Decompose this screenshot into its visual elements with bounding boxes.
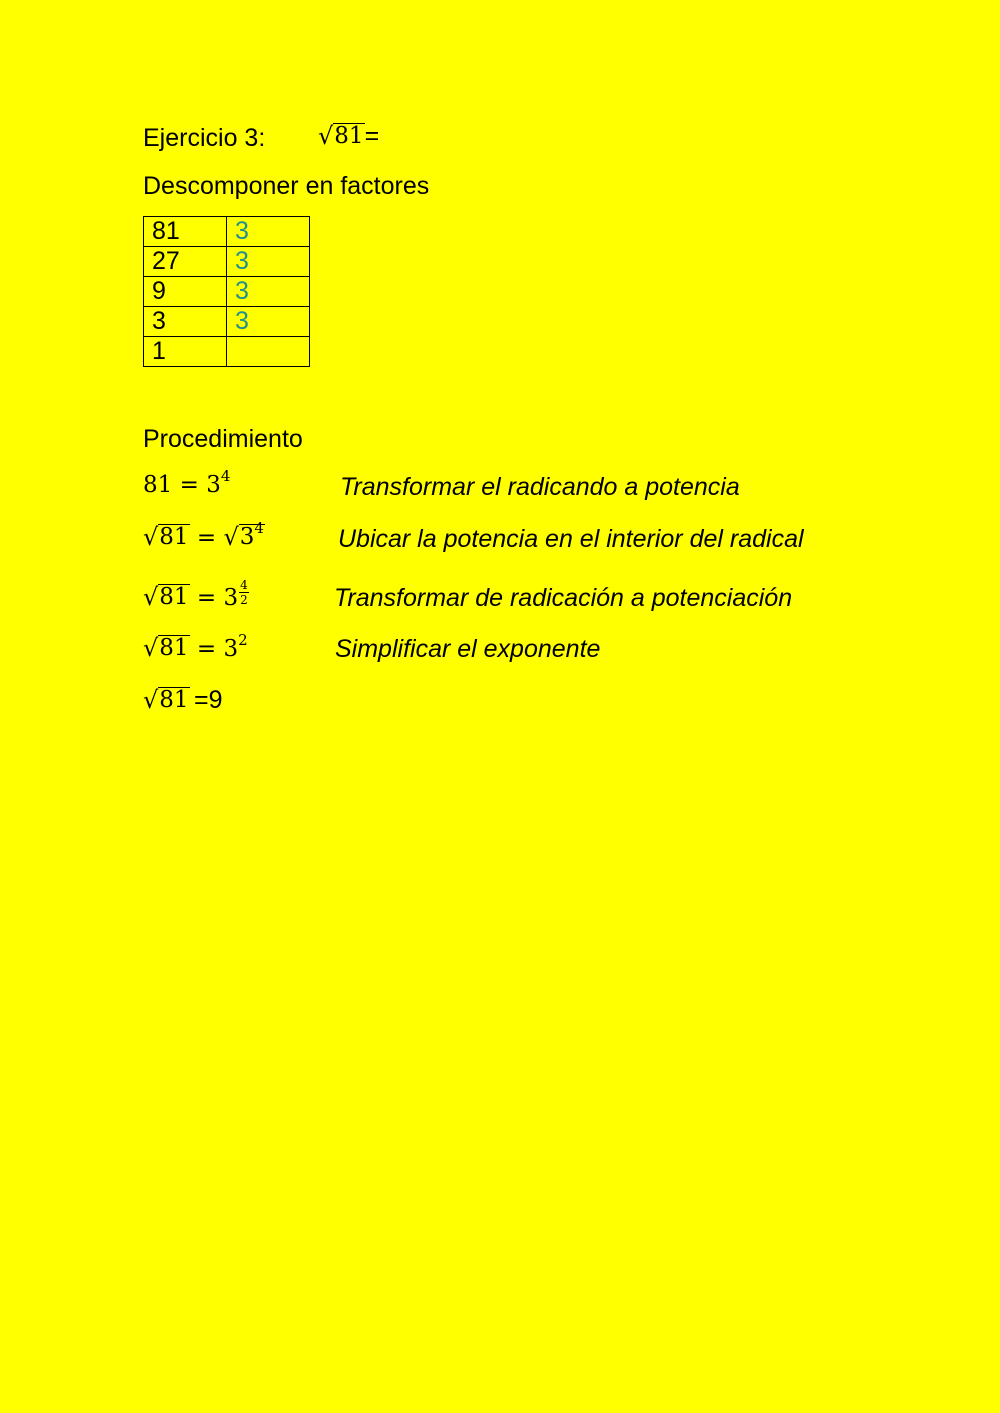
radical-sign-icon: √	[143, 686, 159, 714]
base: 3	[223, 585, 239, 612]
table-row	[144, 217, 310, 247]
step-4-equation	[143, 631, 248, 663]
number-cell: 81	[144, 217, 227, 247]
equals-sign: =	[179, 472, 199, 498]
exponent: 2	[238, 631, 248, 650]
radical-sign-icon: √	[223, 523, 239, 552]
exercise-label: Ejercicio 3:	[143, 124, 266, 152]
base: 3	[223, 636, 239, 663]
exponent: 4	[220, 467, 231, 485]
factor-cell: 3	[227, 277, 310, 307]
result-value: 9	[208, 686, 223, 714]
fraction-exponent	[239, 579, 249, 606]
exercise-expression	[318, 122, 379, 151]
radical-81: √ 81	[143, 634, 189, 663]
equals-sign: =	[196, 585, 217, 612]
step-2-equation	[143, 519, 265, 552]
factor-cell	[227, 337, 310, 367]
number-cell: 3	[144, 307, 227, 337]
step-2-description: Ubicar la potencia en el interior del radical	[338, 525, 804, 553]
radical-sign-icon: √	[143, 583, 159, 612]
base: 3	[206, 472, 221, 498]
factor-cell: 3	[227, 247, 310, 277]
number-cell: 9	[144, 277, 227, 307]
step-3-equation	[143, 578, 249, 622]
exponent: 4	[254, 519, 264, 537]
radical-81: √ 81	[143, 523, 189, 552]
exercise-title	[143, 124, 265, 153]
procedure-title: Procedimiento	[143, 425, 303, 453]
step-4-description: Simplificar el exponente	[335, 635, 601, 663]
table-row	[144, 277, 310, 307]
number-cell: 1	[144, 337, 227, 367]
step-3-description: Transformar de radicación a potenciación	[334, 584, 793, 612]
exponent-denominator: 2	[240, 593, 248, 608]
final-result	[143, 686, 223, 715]
exponent-numerator: 4	[240, 578, 248, 593]
radical-power	[223, 519, 264, 552]
radical-81: √ 81	[143, 686, 189, 714]
factor-cell: 3	[227, 217, 310, 247]
radical-sign-icon: √	[143, 634, 159, 663]
step-1-equation	[143, 467, 231, 498]
number-cell: 27	[144, 247, 227, 277]
table-row	[144, 307, 310, 337]
lhs: 81	[143, 472, 173, 498]
factor-table	[143, 216, 310, 367]
equals-sign: =	[196, 636, 217, 663]
equals-sign: =	[194, 686, 209, 714]
equals-sign: =	[196, 525, 217, 552]
base: 3	[239, 524, 255, 550]
radical-sign-icon: √	[143, 523, 159, 552]
factor-cell: 3	[227, 307, 310, 337]
table-row	[144, 337, 310, 367]
radical-81: √ 81	[143, 583, 189, 612]
step-1-description: Transformar el radicando a potencia	[340, 473, 740, 501]
equals-sign: =	[364, 122, 380, 150]
table-row	[144, 247, 310, 277]
factorization-heading: Descomponer en factores	[143, 172, 430, 200]
radical-81: √ 81	[318, 122, 364, 150]
radical-sign-icon: √	[318, 122, 334, 150]
